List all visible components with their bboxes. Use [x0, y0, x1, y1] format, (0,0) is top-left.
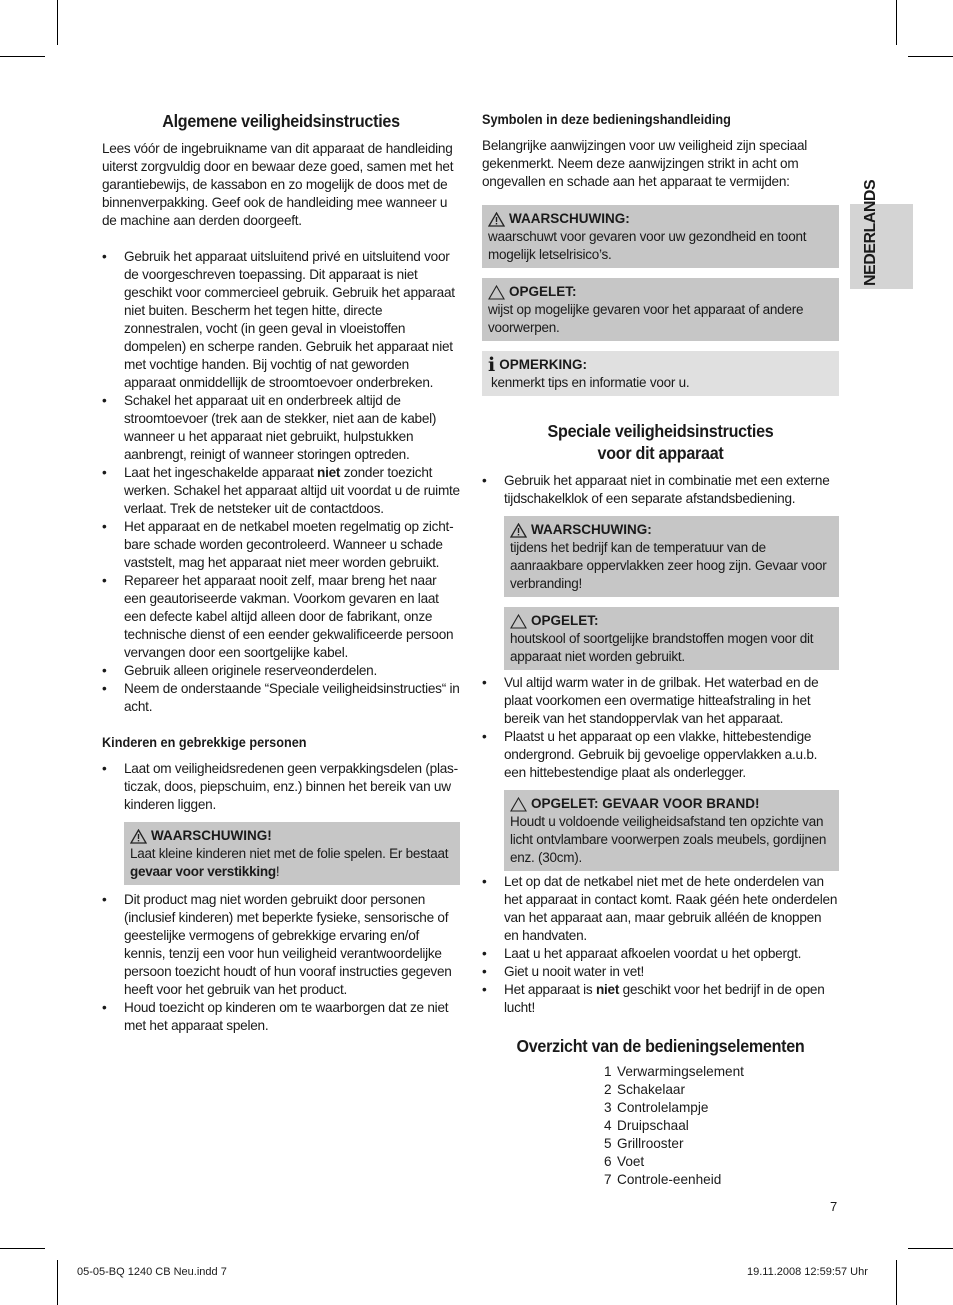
left-column — [102, 108, 460, 1035]
list-item: • Schakel het apparaat uit en onderbreek altijd de stroomtoevoer (trek aan de stekker, niet aan de kabel) wanneer u het apparaat niet gebruikt, hulpstukken aanbrengt, reinigt of wanneer storingen optreden. — [102, 392, 460, 464]
warning-triangle-icon — [510, 523, 527, 538]
list-item: • Laat het ingeschakelde apparaat niet zonder toezicht werken. Schakel het apparaat altijd uit voordat u de ruimte verlaat. Trek de netsteker uit de contactdoos. — [102, 464, 460, 518]
list-item: • Gebruik het apparaat uitsluitend privé en uitsluitend voor de voorgeschreven toepassing. Dit apparaat is niet geschikt voor commercieel gebruik. Gebruik het apparaat niet buiten. Bescherm het tegen hitte, directe zonnestralen, vocht (in geen geval in vloeistoffen dompelen) en scherpe randen. Gebruik het apparaat niet met vochtige handen. Bij vochtig of nat geworden apparaat onmiddellijk de stroomtoevoer onderbreken. — [102, 248, 460, 392]
overview-list — [604, 1063, 839, 1189]
warning-box-text: tijdens het bedrijf kan de temperatuur van de aanraakbare oppervlakken zeer hoog zijn. Gevaar voor verbranding! — [510, 540, 827, 591]
caution-box-charcoal — [504, 607, 839, 670]
list-item: • Dit product mag niet worden gebruikt door personen (inclusief kinderen) met beperkte fysieke, sensorische of geestelijke vermogens of gebrekkige ervaring en/of kennis, tenzij een voor hun veiligheid verantwoordelijke persoon toezicht houdt of hun vooraf instructies gegeven heeft voor het gebruik van het product. — [102, 891, 460, 999]
safety-bullet-list — [102, 248, 460, 716]
caution-triangle-icon — [510, 614, 527, 629]
section-title-special-safety: Speciale veiligheidsinstructies voor dit apparaat — [547, 421, 774, 463]
intro-paragraph: Lees vóór de ingebruikname van dit apparaat de handleiding uiterst zorgvuldig door en bewaar deze goed, samen met het garantiebewijs, de kassabon en zo mogelijk de doos met de binnenverpakking. Geef ook de handleiding mee wanneer u de machine aan derden doorgeeft. — [102, 141, 454, 228]
symbol-box-warning — [482, 205, 839, 268]
info-icon: i — [488, 354, 496, 376]
crop-mark — [896, 0, 897, 45]
caution-box-title: OPGELET: GEVAAR VOOR BRAND! — [510, 795, 833, 813]
footer-filename: 05-05-BQ 1240 CB Neu.indd 7 — [77, 1266, 227, 1278]
warning-box-title: WAARSCHUWING! — [130, 827, 454, 845]
symbol-box-title: i OPMERKING: — [488, 354, 587, 376]
crop-mark — [0, 1248, 45, 1249]
overview-item: 5 Grillrooster — [604, 1136, 684, 1151]
overview-item: 6 Voet — [604, 1154, 645, 1169]
list-item: • Laat u het apparaat afkoelen voordat u het opbergt. — [482, 945, 839, 963]
warning-triangle-icon — [130, 829, 147, 844]
crop-mark — [57, 0, 58, 45]
caution-triangle-icon — [510, 797, 527, 812]
language-tab — [850, 179, 913, 289]
page-number: 7 — [830, 1199, 838, 1214]
list-item: • Gebruik alleen originele reserveonderdelen. — [102, 662, 460, 680]
list-item: • Het apparaat en de netkabel moeten regelmatig op zichtbare schade worden gecontroleerd. Wanneer u schade vaststelt, mag het apparaat niet meer worden gebruikt. — [102, 518, 460, 572]
subsection-title-symbols: Symbolen in deze bedieningshandleiding — [482, 112, 731, 127]
crop-mark — [0, 56, 45, 57]
caution-box-fire — [504, 790, 839, 871]
overview-item: 3 Controlelampje — [604, 1100, 709, 1115]
symbol-box-text: wijst op mogelijke gevaren voor het apparaat of andere voorwerpen. — [488, 302, 804, 335]
children-bullet-list — [102, 760, 460, 814]
caution-box-text: houtskool of soortgelijke brandstoffen mogen voor dit apparaat niet worden gebruikt. — [510, 631, 814, 664]
overview-item: 7 Controle-eenheid — [604, 1172, 722, 1187]
caution-triangle-icon — [488, 285, 505, 300]
special-bullet-list-1 — [482, 472, 839, 508]
symbol-box-caution — [482, 278, 839, 341]
list-item: • Let op dat de netkabel niet met de hete onderdelen van het apparaat in contact komt. Raak géén hete onderdelen van het apparaat aan, maar gebruik alléén de knoppen en handvaten. — [482, 873, 839, 945]
warning-box-hot-surface — [504, 516, 839, 597]
symbol-box-note — [482, 351, 839, 396]
symbol-box-title: WAARSCHUWING: — [488, 210, 833, 228]
subsection-title-children: Kinderen en gebrekkige personen — [102, 735, 307, 750]
section-title-general-safety: Algemene veiligheidsinstructies — [162, 111, 400, 131]
crop-mark — [908, 1248, 953, 1249]
right-column — [482, 108, 839, 1189]
warning-triangle-icon — [488, 212, 505, 227]
list-item: • Vul altijd warm water in de grilbak. Het waterbad en de plaat voorkomen een overmatige hitteafstraling in het bereik van het standoppervlak van het apparaat. — [482, 674, 839, 728]
list-item: • Giet u nooit water in vet! — [482, 963, 839, 981]
caution-box-text: Houdt u voldoende veiligheidsafstand ten opzichte van licht ontvlambare voorwerpen zoals meubels, gordijnen enz. (30cm). — [510, 814, 827, 865]
warning-box-suffocation — [124, 822, 460, 885]
list-item: • Het apparaat is niet geschikt voor het bedrijf in de open lucht! — [482, 981, 839, 1017]
children-bullet-list-2 — [102, 891, 460, 1035]
crop-mark — [908, 56, 953, 57]
symbol-box-title: OPGELET: — [488, 283, 833, 301]
symbol-box-text: kenmerkt tips en informatie voor u. — [491, 375, 690, 390]
special-bullet-list-2 — [482, 674, 839, 782]
list-item: • Repareer het apparaat nooit zelf, maar breng het naar een geautoriseerde vakman. Voorkom gevaren en laat een defecte kabel altijd alleen door de fabrikant, onze technische dienst of een eender gekwalificeerde persoon vervangen door een soortgelijke kabel. — [102, 572, 460, 662]
warning-box-text: Laat kleine kinderen niet met de folie spelen. Er bestaat gevaar voor verstikking! — [130, 846, 449, 879]
list-item: • Gebruik het apparaat niet in combinatie met een externe tijdschakelklok of een separate afstandsbediening. — [482, 472, 839, 508]
overview-item: 4 Druipschaal — [604, 1118, 689, 1133]
list-item: • Houd toezicht op kinderen om te waarborgen dat ze niet met het apparaat spelen. — [102, 999, 460, 1035]
crop-mark — [896, 1260, 897, 1305]
list-item: • Neem de onderstaande “Speciale veiligheidsinstructies“ in acht. — [102, 680, 460, 716]
list-item: • Laat om veiligheidsredenen geen verpakkingsdelen (plasticzak, doos, piepschuim, enz.) binnen het bereik van uw kinderen liggen. — [102, 760, 460, 814]
footer-timestamp: 19.11.2008 12:59:57 Uhr — [747, 1266, 868, 1278]
language-tab-label: NEDERLANDS — [862, 179, 879, 286]
list-item: • Plaatst u het apparaat op een vlakke, hittebestendige ondergrond. Gebruik bij gevoelige oppervlakken a.u.b. een hittebestendige plaat als onderlegger. — [482, 728, 839, 782]
warning-box-title: WAARSCHUWING: — [510, 521, 833, 539]
crop-mark — [57, 1260, 58, 1305]
symbol-box-text: waarschuwt voor gevaren voor uw gezondheid en toont mogelijk letselrisico’s. — [488, 229, 807, 262]
section-title-overview: Overzicht van de bedieningselementen — [516, 1036, 805, 1056]
overview-item: 2 Schakelaar — [604, 1082, 686, 1097]
caution-box-title: OPGELET: — [510, 612, 833, 630]
overview-item: 1 Verwarmingselement — [604, 1064, 744, 1079]
symbols-intro: Belangrijke aanwijzingen voor uw veiligheid zijn speciaal gekenmerkt. Neem deze aanwijzingen strikt in acht om ongevallen en schade aan het apparaat te vermijden: — [482, 138, 808, 189]
special-bullet-list-3 — [482, 873, 839, 1017]
